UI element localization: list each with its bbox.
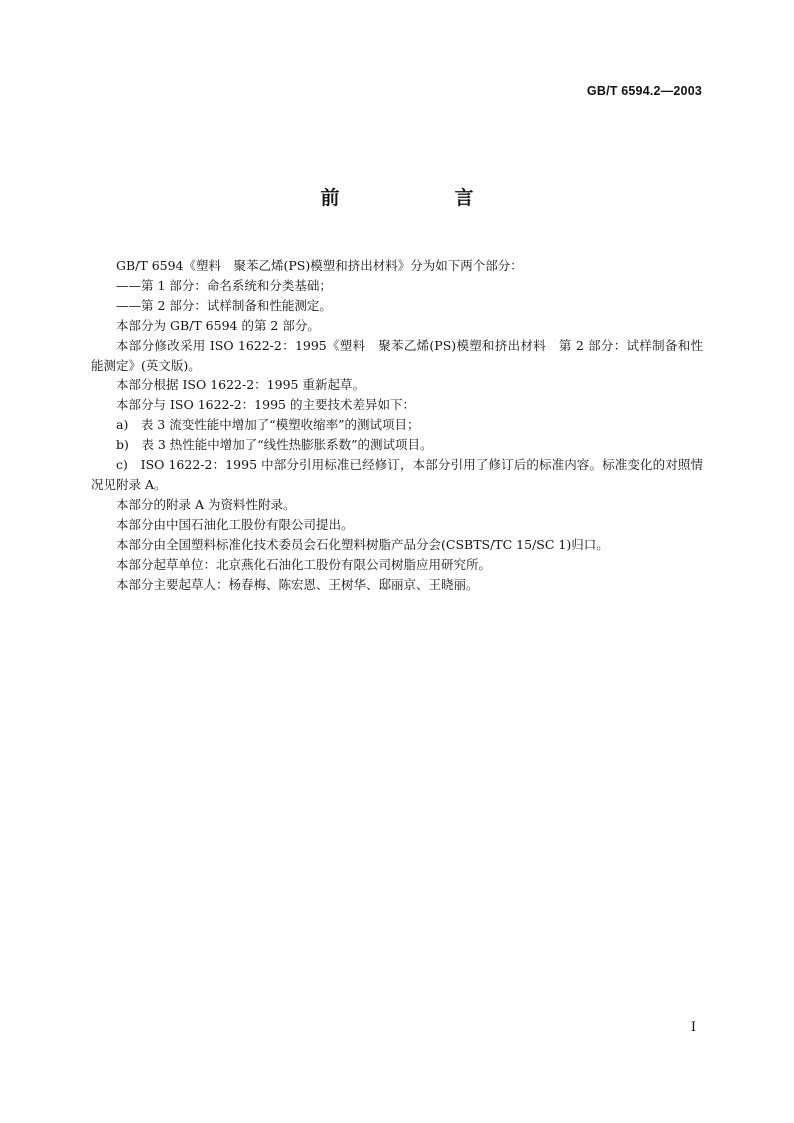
paragraph-part-statement: 本部分为 GB/T 6594 的第 2 部分。 <box>116 317 320 333</box>
list-item-part-2: ——第 2 部分：试样制备和性能测定。 <box>116 297 332 313</box>
paragraph-intro: GB/T 6594《塑料 聚苯乙烯(PS)模塑和挤出材料》分为如下两个部分： <box>116 258 523 273</box>
paragraph-adoption: 本部分修改采用 ISO 1622-2：1995《塑料 聚苯乙烯(PS)模塑和挤出材料 第 2 部分：试样制备和性能测定》(英文版)。 <box>91 337 703 373</box>
page-number: I <box>690 1020 696 1035</box>
paragraph-drafting-unit: 本部分起草单位：北京燕化石油化工股份有限公司树脂应用研究所。 <box>116 556 492 572</box>
paragraph-drafters: 本部分主要起草人：杨春梅、陈宏恩、王树华、邸丽京、王晓丽。 <box>116 576 479 592</box>
paragraph-committee: 本部分由全国塑料标准化技术委员会石化塑料树脂产品分会(CSBTS/TC 15/SC 1)归口。 <box>116 536 609 552</box>
list-item-difference-c: c) ISO 1622-2：1995 中部分引用标准已经修订，本部分引用了修订后的标准内容。标准变化的对照情况见附录 A。 <box>91 457 703 492</box>
foreword-body <box>91 256 703 594</box>
list-item-part-1: ——第 1 部分：命名系统和分类基础； <box>116 277 332 293</box>
list-item-difference-b: b) 表 3 热性能中增加了“线性热膨胀系数”的测试项目。 <box>116 437 433 453</box>
paragraph-annex: 本部分的附录 A 为资料性附录。 <box>116 496 296 512</box>
standard-code: GB/T 6594.2—2003 <box>586 84 702 98</box>
list-item-difference-a: a) 表 3 流变性能中增加了“模塑收缩率”的测试项目； <box>116 417 420 433</box>
paragraph-proposer: 本部分由中国石油化工股份有限公司提出。 <box>116 516 354 532</box>
paragraph-redraft: 本部分根据 ISO 1622-2：1995 重新起草。 <box>116 377 365 393</box>
page-title: 前 言 <box>320 187 522 209</box>
paragraph-differences-intro: 本部分与 ISO 1622-2：1995 的主要技术差异如下： <box>116 397 415 413</box>
